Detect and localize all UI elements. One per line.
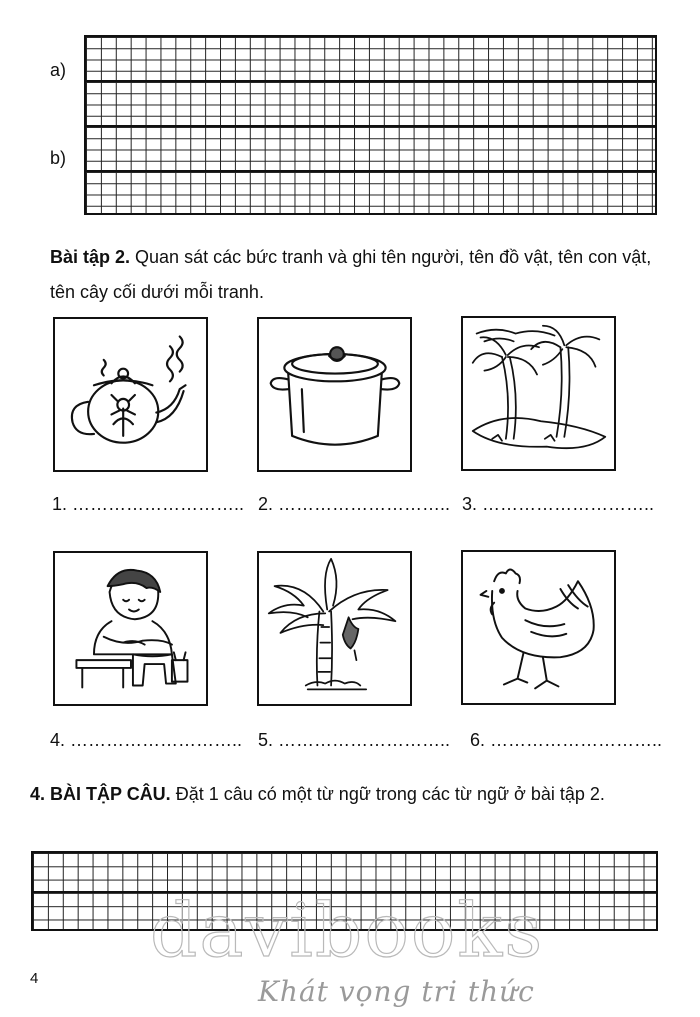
watermark-tagline: Khát vọng tri thức — [258, 975, 535, 1008]
picture-frame-1 — [53, 317, 208, 472]
hen-icon — [463, 552, 614, 703]
picture-caption-5[interactable]: 5. ……………………….. — [258, 730, 451, 750]
watermark-brand: davibooks — [150, 888, 545, 974]
sentence-exercise-text: Đặt 1 câu có một từ ngữ trong các từ ngữ ở bài tập 2. — [170, 784, 605, 804]
picture-caption-2[interactable]: 2. ……………………….. — [258, 494, 451, 514]
picture-caption-4[interactable]: 4. ……………………….. — [50, 730, 243, 750]
exercise2-instruction — [50, 240, 670, 310]
picture-frame-4 — [53, 551, 208, 706]
picture-frame-3 — [461, 316, 616, 471]
grid-guide-line — [86, 170, 655, 172]
picture-frame-5 — [257, 551, 412, 706]
picture-caption-1[interactable]: 1. ……………………….. — [52, 494, 245, 514]
banana-tree-icon — [259, 553, 410, 704]
row-label-b: b) — [50, 148, 67, 168]
exercise2-heading: Bài tập 2. — [50, 247, 131, 267]
boy-icon — [55, 553, 206, 704]
exercise2-text: Quan sát các bức tranh và ghi tên người, tên đồ vật, tên con vật, tên cây cối dưới mỗi tranh. — [50, 247, 652, 302]
teapot-icon — [55, 319, 206, 470]
picture-frame-2 — [257, 317, 412, 472]
writing-grid-top[interactable] — [84, 35, 657, 215]
page-number: 4 — [30, 970, 39, 987]
grid-guide-line — [86, 80, 655, 82]
coconut-tree-icon — [463, 318, 614, 469]
picture-caption-3[interactable]: 3. ……………………….. — [462, 494, 655, 514]
grid-guide-line — [86, 125, 655, 127]
picture-caption-6[interactable]: 6. ……………………….. — [470, 730, 663, 750]
row-label-a: a) — [50, 60, 67, 80]
sentence-exercise-instruction — [30, 777, 670, 812]
sentence-exercise-heading: 4. BÀI TẬP CÂU. — [30, 784, 171, 804]
pot-icon — [259, 319, 410, 470]
picture-frame-6 — [461, 550, 616, 705]
